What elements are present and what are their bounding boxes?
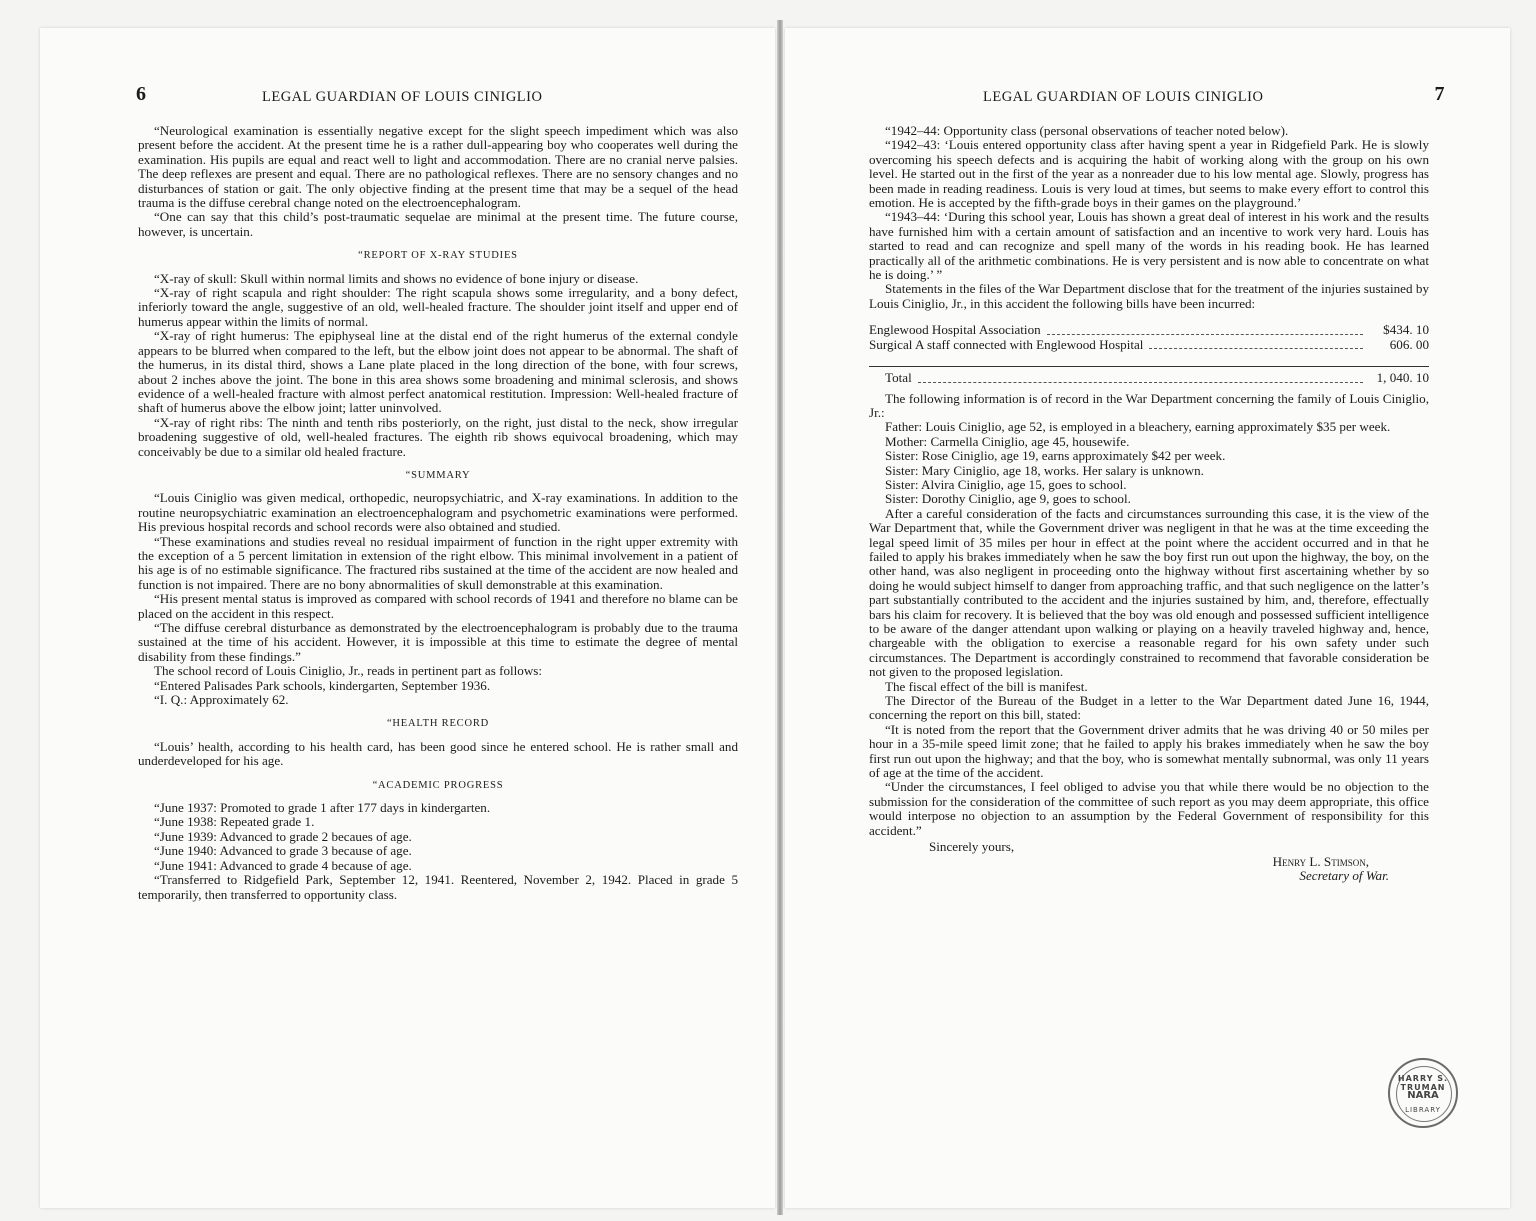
section-heading-health: “HEALTH RECORD — [386, 718, 490, 730]
page-left-body — [136, 83, 738, 902]
section-heading-summary: “SUMMARY — [405, 469, 471, 481]
paragraph: “X-ray of skull: Skull within normal limits and shows no evidence of bone injury or disease. — [154, 270, 639, 286]
paragraph: “Neurological examination is essentially negative except for the slight speech impediment which was also present before the accident. At the present time he is a rather dull-appearing boy who cooperates well during the examination. His pupils are equal and react well to light and accommodation. There are no cranial nerve palsies. The deep reflexes are present and equal. There are no pathological reflexes. There are no sensory changes and no disturbances of station or gait. The only objective finding at the present time that may be a sequel of the head trauma is the diffuse cerebral change noted on the electroencephalogram. — [138, 123, 738, 211]
running-header: LEGAL GUARDIAN OF LOUIS CINIGLIO — [983, 89, 1264, 105]
running-header: LEGAL GUARDIAN OF LOUIS CINIGLIO — [262, 89, 543, 105]
paragraph: “His present mental status is improved as compared with school records of 1941 and therefore no blame can be placed on the accident in this respect. — [138, 591, 738, 621]
paragraph: “Entered Palisades Park schools, kindergarten, September 1936. — [154, 677, 491, 693]
leader-dots — [1149, 348, 1363, 349]
page-right-body — [869, 83, 1445, 883]
academic-item: “June 1939: Advanced to grade 2 becaues of age. — [154, 828, 412, 844]
bill-label: Surgical A staff connected with Englewood Hospital — [869, 336, 1144, 352]
page-number: 7 — [1434, 83, 1445, 105]
bill-row — [869, 323, 1429, 337]
paragraph: “These examinations and studies reveal no residual impairment of function in the right upper extremity with the exception of a 5 percent limitation in extension of the right elbow. This minimal involvement in a patient of his age is of no estimable significance. The fractured ribs sustained at the time of the accident are now healed and function is not impaired. There are no bony abnormalities of skull demonstrable at this examination. — [138, 533, 738, 592]
book-gutter — [777, 20, 783, 1215]
page-number: 6 — [136, 83, 147, 105]
paragraph: The following information is of record in the War Department concerning the family of Louis Ciniglio, Jr.: — [869, 390, 1429, 420]
page-right — [785, 28, 1510, 1208]
family-member: Sister: Alvira Ciniglio, age 15, goes to school. — [885, 476, 1127, 492]
paragraph: “X-ray of right humerus: The epiphyseal line at the distal end of the right humerus of the external condyle appears to be blurred when compared to the left, but the elbow joint does not appear to be abnormal. The shaft of the humerus, in its distal third, shows a Lane plate placed in the long direction of the bone, with four screws, about 2 inches above the joint. The bone in this area shows some broadening and minimal sclerosis, and shows evidence of a well-healed fracture with almost perfect anatomical restitution. Impression: Well-healed fracture of shaft of humerus above the elbow joint; latter uninvolved. — [138, 328, 738, 416]
family-member: Sister: Dorothy Ciniglio, age 9, goes to school. — [885, 491, 1131, 507]
paragraph: “1943–44: ‘During this school year, Louis has shown a great deal of interest in his work and the results have furnished him with a certain amount of satisfaction and an incentive to work very hard. Louis has started to read and can recognize and spell many of the words in his reading book. He has learned practically all of the arithmetic combinations. He is very persistent and is now able to concentrate on what he is doing.’ ” — [869, 209, 1429, 283]
paragraph: “One can say that this child’s post-traumatic sequelae are minimal at the present time. The future course, however, is uncertain. — [138, 209, 738, 239]
paragraph: Statements in the files of the War Department disclose that for the treatment of the injuries sustained by Louis Ciniglio, Jr., in this accident the following bills have been incurred: — [869, 281, 1429, 311]
paragraph: The Director of the Bureau of the Budget in a letter to the War Department dated June 16, 1944, concerning the report on this bill, stated: — [869, 693, 1429, 723]
paragraph: “1942–43: ‘Louis entered opportunity class after having spent a year in Ridgefield Park. He is slowly overcoming his speech defects and is acquiring the habit of working along with the group on his own level. He started out in the first of the year as a nonreader due to his low mental age. Slowly, progress has been made in reading readiness. Louis is very loud at times, but seems to make every effort to control this emotion. He is accepted by the fifth-grade boys in their games on the playground.’ — [869, 137, 1429, 211]
bill-label: Englewood Hospital Association — [869, 322, 1041, 338]
section-heading-xray: “REPORT OF X-RAY STUDIES — [358, 250, 518, 262]
paragraph: “Louis Ciniglio was given medical, orthopedic, neuropsychiatric, and X-ray examinations. In addition to the routine neuropsychiatric examination an electroencephalogram and psychometric examinations were performed. His previous hospital records and school records were also obtained and studied. — [138, 490, 738, 535]
family-father: Father: Louis Ciniglio, age 52, is employed in a bleachery, earning approximately $35 per week. — [885, 419, 1391, 435]
paragraph: “I. Q.: Approximately 62. — [154, 692, 289, 708]
academic-item: “June 1938: Repeated grade 1. — [154, 814, 315, 830]
academic-item: “June 1940: Advanced to grade 3 because of age. — [154, 843, 412, 859]
bill-row — [869, 338, 1429, 352]
paragraph: The fiscal effect of the bill is manifest. — [885, 678, 1088, 694]
paragraph: “The diffuse cerebral disturbance as demonstrated by the electroencephalogram is probably due to the trauma sustained at the time of his accident. However, it is impossible at this time to estimate the degree of mental disability from these findings.” — [138, 620, 738, 664]
signer-name: Henry L. Stimson, — [1272, 853, 1369, 869]
stamp-text-bottom: LIBRARY — [1405, 1106, 1441, 1114]
paragraph: “Louis’ health, according to his health card, has been good since he entered school. He is rather small and underdeveloped for his age. — [138, 738, 738, 769]
bill-total-row — [869, 366, 1429, 385]
paragraph: After a careful consideration of the facts and circumstances surrounding this case, it is the view of the War Department that, while the Government driver was negligent in that he was at the time exceeding the legal speed limit of 35 miles per hour in effect at the point where the accident occurred and in that he failed to apply his brakes immediately when he saw the boy first run out upon the highway, the boy, on the other hand, was also negligent in proceeding onto the highway without first ascertaining whether by so doing he would subject himself to danger from approaching traffic, and that such negligence on the latter’s part substantially contributed to the accident and the injuries sustained by him, and, therefore, effectually bars his claim for recovery. It is believed that the boy was old enough and possessed sufficient intelligence to be aware of the danger attendant upon walking or playing on a heavily traveled highway and, hence, chargeable with the obligation to exercise a reasonable regard for his own safety under such circumstances. The Department is accordingly constrained to recommend that favorable consideration be not given to the proposed legislation. — [869, 505, 1429, 680]
academic-item: “June 1941: Advanced to grade 4 because of age. — [154, 857, 412, 873]
academic-item: “June 1937: Promoted to grade 1 after 177 days in kindergarten. — [154, 800, 491, 816]
family-member: Sister: Mary Ciniglio, age 18, works. Her salary is unknown. — [885, 462, 1204, 478]
family-member: Mother: Carmella Ciniglio, age 45, housewife. — [885, 433, 1130, 449]
stamp-text-top: HARRY S. TRUMAN — [1397, 1074, 1449, 1092]
paragraph: “X-ray of right scapula and right shoulder: The right scapula shows some irregularity, and a bony defect, inferiorly toward the angle, suggestive of an old, well-healed fracture. The shoulder joint itself and upper end of humerus appear within the limits of normal. — [138, 285, 738, 329]
bill-amount: $434. 10 — [1383, 322, 1429, 338]
bill-amount: 606. 00 — [1389, 336, 1429, 352]
family-member: Sister: Rose Ciniglio, age 19, earns approximately $42 per week. — [885, 448, 1226, 464]
paragraph: “X-ray of right ribs: The ninth and tenth ribs posteriorly, on the right, just distal to the neck, show irregular broadening suggestive of old, well-healed fractures. The eighth rib shows equivocal broadening, which may conceivably be due to a similar old healed fracture. — [138, 414, 738, 459]
section-heading-academic: “ACADEMIC PROGRESS — [372, 779, 504, 791]
academic-item: “Transferred to Ridgefield Park, September 12, 1941. Reentered, November 2, 1942. Placed in grade 5 temporarily, then transferred to opportunity class. — [138, 872, 738, 902]
page-left — [40, 28, 775, 1208]
signer-title: Secretary of War. — [1299, 867, 1389, 883]
leader-dots — [918, 382, 1363, 383]
paragraph: “Under the circumstances, I feel obliged to advise you that while there would be no objection to the submission for the consideration of the committee of such report as you may deem appropriate, this office would interpose no objection to an assumption by the Federal Government of responsibility for this accident.” — [869, 779, 1429, 838]
paragraph: “1942–44: Opportunity class (personal observations of teacher noted below). — [885, 123, 1289, 138]
closing: Sincerely yours, — [929, 839, 1015, 855]
total-amount: 1, 040. 10 — [1376, 370, 1429, 386]
archive-stamp — [1388, 1058, 1458, 1128]
paragraph: “It is noted from the report that the Government driver admits that he was driving 40 or 50 miles per hour in a 35-mile speed limit zone; that he failed to apply his brakes immediately when he saw the boy first run out upon the highway; and that the boy, who is somewhat mentally subnormal, was only 11 years of age at the time of the accident. — [869, 721, 1429, 781]
paragraph: The school record of Louis Ciniglio, Jr., reads in pertinent part as follows: — [154, 663, 543, 679]
total-label: Total — [885, 370, 912, 386]
signature-block — [869, 840, 1429, 883]
page-right-header — [869, 83, 1445, 110]
leader-dots — [1047, 334, 1363, 335]
stamp-text-center: NARA — [1407, 1090, 1439, 1101]
page-left-header — [136, 83, 738, 110]
